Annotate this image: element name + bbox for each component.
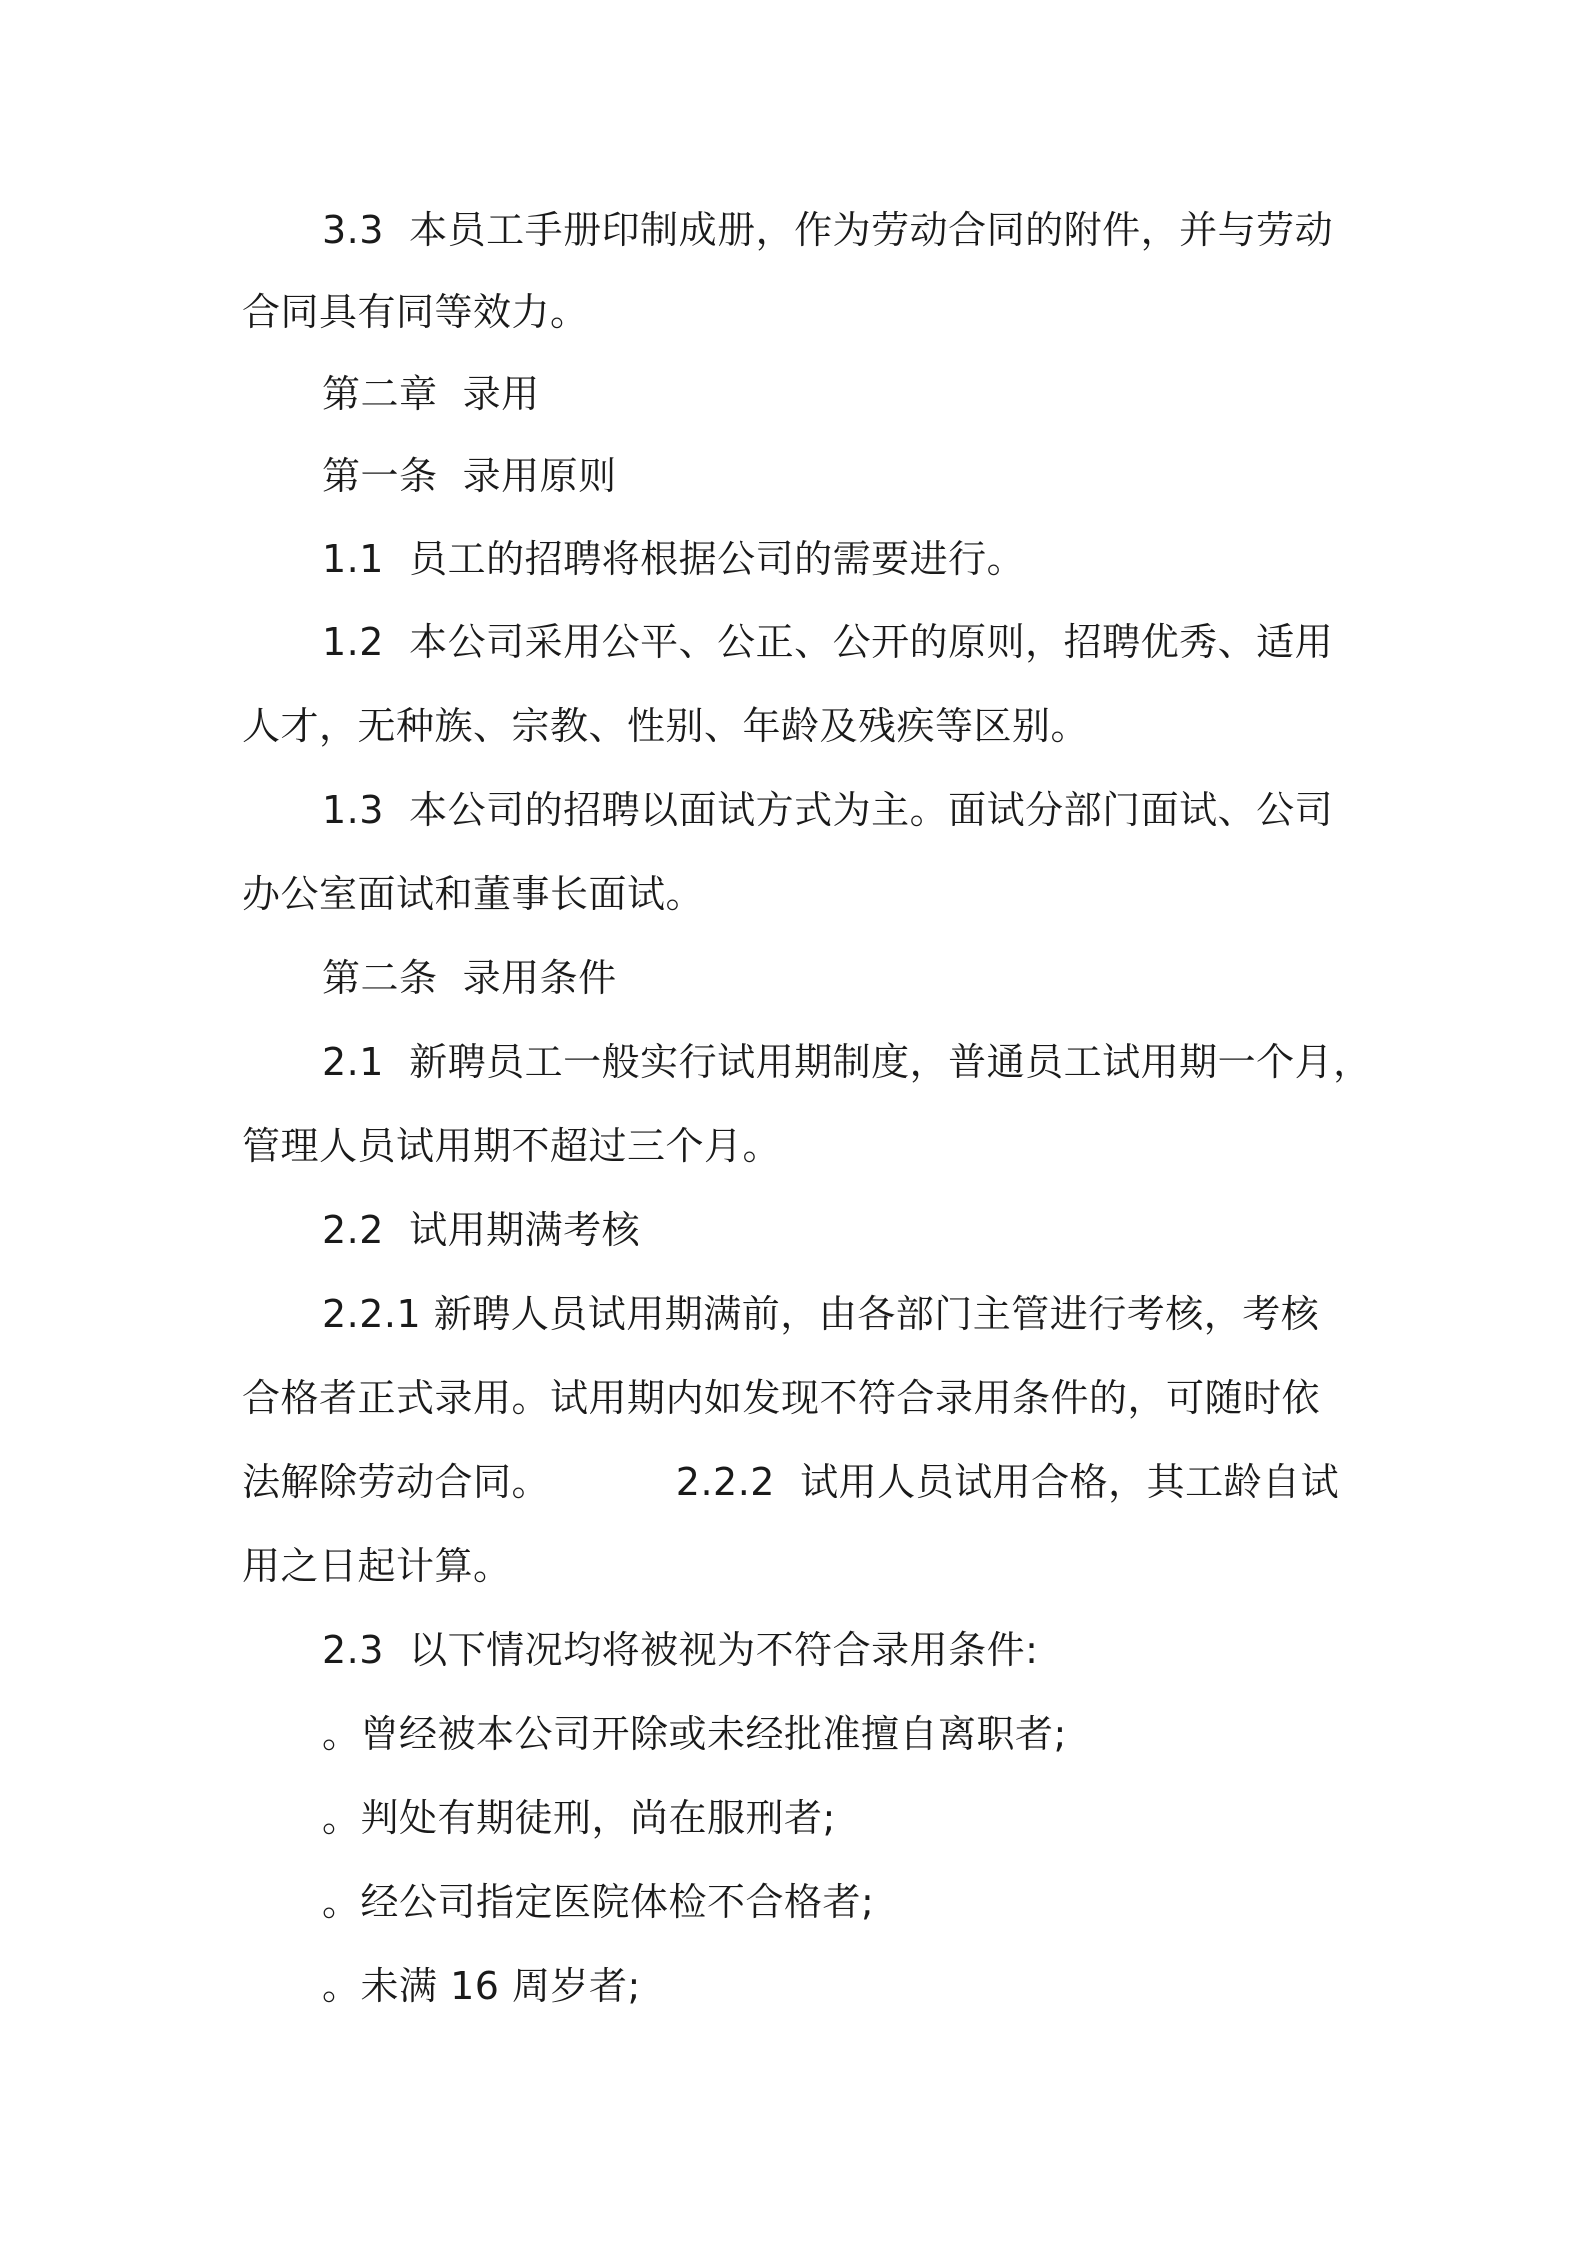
paragraph-1-2-line-2: 人才，无种族、宗教、性别、年龄及残疾等区别。: [242, 704, 1090, 748]
chapter-2-heading: 第二章 录用: [322, 372, 540, 416]
paragraph-1-3-line-2: 办公室面试和董事长面试。: [242, 872, 705, 916]
paragraph-1-2-line-1: 1.2 本公司采用公平、公正、公开的原则，招聘优秀、适用: [322, 620, 1334, 664]
paragraph-1-1: 1.1 员工的招聘将根据公司的需要进行。: [322, 537, 1026, 581]
list-item: 。经公司指定医院体检不合格者;: [322, 1880, 875, 1924]
paragraph-1-3-line-1: 1.3 本公司的招聘以面试方式为主。面试分部门面试、公司: [322, 788, 1334, 832]
paragraph-2-2-1-line-2: 合格者正式录用。试用期内如发现不符合录用条件的，可随时依: [242, 1376, 1321, 1420]
paragraph-2-2-1-line-1: 2.2.1 新聘人员试用期满前，由各部门主管进行考核，考核: [322, 1292, 1320, 1336]
paragraph-2-1-line-2: 管理人员试用期不超过三个月。: [242, 1124, 782, 1168]
article-2-heading: 第二条 录用条件: [322, 956, 617, 1000]
paragraph-2-2-1-line-3: 法解除劳动合同。 2.2.2 试用人员试用合格，其工龄自试: [242, 1460, 1340, 1504]
list-item: 。判处有期徒刑，尚在服刑者;: [322, 1796, 836, 1840]
paragraph-2-1-line-1: 2.1 新聘员工一般实行试用期制度，普通员工试用期一个月，: [322, 1040, 1372, 1084]
paragraph-2-2-2-line-2: 用之日起计算。: [242, 1544, 512, 1588]
paragraph-3-3-line-2: 合同具有同等效力。: [242, 290, 589, 334]
list-item: 。曾经被本公司开除或未经批准擅自离职者;: [322, 1712, 1067, 1756]
article-1-heading: 第一条 录用原则: [322, 454, 617, 498]
paragraph-2-2-heading: 2.2 试用期满考核: [322, 1208, 641, 1252]
paragraph-2-3-heading: 2.3 以下情况均将被视为不符合录用条件:: [322, 1628, 1039, 1672]
paragraph-3-3-line-1: 3.3 本员工手册印制成册，作为劳动合同的附件，并与劳动: [322, 208, 1334, 252]
list-item: 。未满 16 周岁者;: [322, 1964, 641, 2008]
